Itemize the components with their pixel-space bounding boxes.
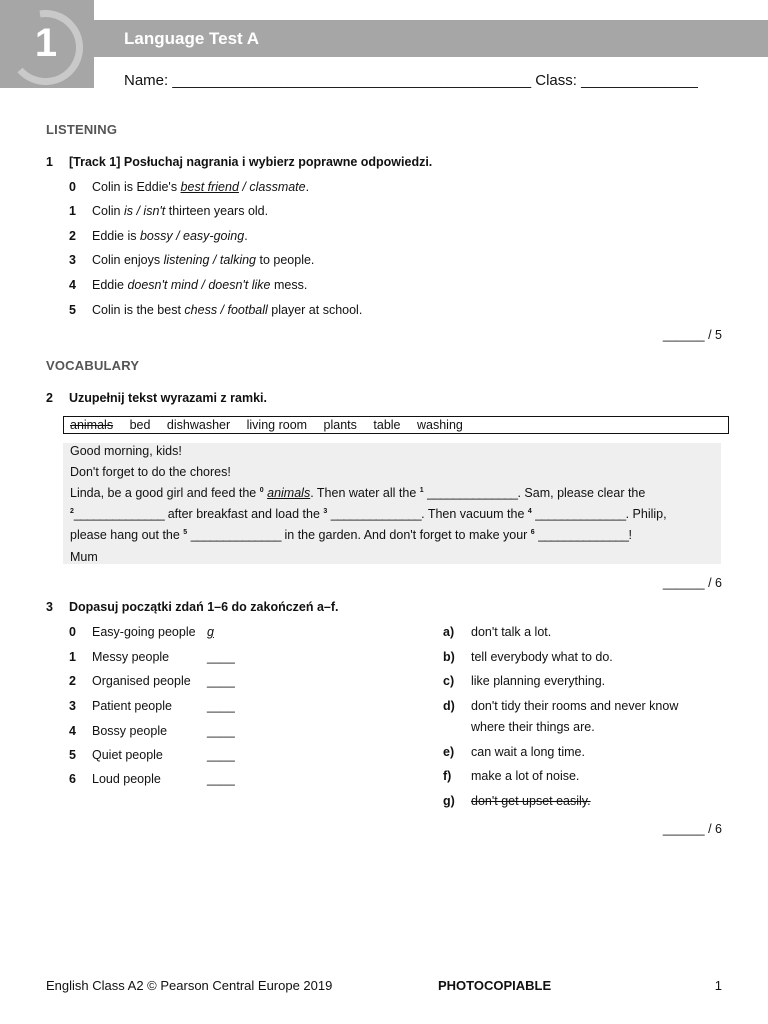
- match-beginning: 5 Quiet people ____: [69, 748, 235, 762]
- match-ending: b) tell everybody what to do.: [443, 650, 613, 664]
- class-field[interactable]: ______________: [581, 72, 698, 89]
- match-beginning: 1 Messy people ____: [69, 650, 235, 664]
- note-line: Don't forget to do the chores!: [70, 465, 231, 479]
- option[interactable]: football: [227, 303, 268, 317]
- unit-number-icon: [0, 0, 94, 88]
- option[interactable]: classmate: [249, 180, 306, 194]
- option[interactable]: chess: [184, 303, 218, 317]
- match-ending: d) don't tidy their rooms and never know: [443, 699, 679, 713]
- listening-item: 5 Colin is the best chess / football player at school.: [69, 303, 363, 317]
- match-beginning: 6 Loud people ____: [69, 772, 235, 786]
- word-box-item: plants: [323, 418, 357, 432]
- word-box-item: washing: [416, 418, 463, 432]
- note-line: please hang out the $^5$ ______________ in the garden. And don't forget to make your $^6$ ______________!: [70, 528, 632, 542]
- answer-blank[interactable]: ____: [207, 772, 235, 786]
- option[interactable]: bossy: [139, 229, 173, 243]
- gap-4[interactable]: ______________: [535, 507, 626, 521]
- note-line: Linda, be a good girl and feed the $^0$ animals. Then water all the $^1$ ______________. Sam, please clear the: [70, 486, 646, 500]
- note-text-box: [63, 443, 721, 564]
- footer-copyright: English Class A2 © Pearson Central Europe 2019: [46, 978, 333, 993]
- listening-item: 2 Eddie is bossy / easy-going.: [69, 229, 248, 243]
- note-line: $^2$______________ after breakfast and load the $^3$ ______________. Then vacuum the $^4$ ______________. Philip,: [70, 507, 667, 521]
- listening-section-title: LISTENING: [46, 122, 118, 137]
- score-task-1[interactable]: ______ / 5: [662, 328, 722, 342]
- listening-item: 1 Colin is / isn't thirteen years old.: [69, 204, 269, 218]
- match-ending: a) don't talk a lot.: [443, 625, 552, 639]
- word-box-item: dishwasher: [166, 418, 231, 432]
- match-beginning: 3 Patient people ____: [69, 699, 235, 713]
- listening-item: 0 Colin is Eddie's best friend / classmate.: [69, 180, 310, 194]
- note-signature: Mum: [70, 550, 98, 564]
- title-bar: [94, 20, 768, 57]
- note-line: Good morning, kids!: [70, 444, 182, 458]
- option[interactable]: is: [123, 204, 133, 218]
- match-beginning: 0 Easy-going people g: [69, 625, 214, 639]
- name-class-line: [124, 72, 698, 89]
- page-number: 1: [714, 978, 722, 993]
- match-ending: f) make a lot of noise.: [443, 769, 580, 783]
- word-box-item: living room: [246, 418, 308, 432]
- selected-option[interactable]: best friend: [180, 180, 239, 194]
- option[interactable]: talking: [219, 253, 257, 267]
- answer-blank[interactable]: ____: [207, 650, 235, 664]
- answer-blank[interactable]: ____: [207, 699, 235, 713]
- unit-badge: [0, 0, 94, 88]
- gap-6[interactable]: ______________: [538, 528, 629, 542]
- task-3-heading: 3 Dopasuj początki zdań 1–6 do zakończeń a–f.: [46, 600, 339, 614]
- listening-item: 3 Colin enjoys listening / talking to people.: [69, 253, 315, 267]
- word-box: [63, 416, 729, 434]
- footer-photocopiable: PHOTOCOPIABLE: [438, 978, 552, 993]
- example-answer: g: [207, 625, 214, 639]
- gap-3[interactable]: ______________: [330, 507, 422, 521]
- gap-2[interactable]: ______________: [73, 507, 165, 521]
- option[interactable]: doesn't mind: [127, 278, 198, 292]
- class-label: Class:: [535, 72, 577, 89]
- option[interactable]: isn't: [143, 204, 166, 218]
- vocabulary-section-title: VOCABULARY: [46, 358, 140, 373]
- svg-text:1: 1: [34, 21, 58, 65]
- match-ending-continuation: where their things are.: [471, 720, 595, 734]
- answer-blank[interactable]: ____: [207, 674, 235, 688]
- word-box-item: animals: [70, 418, 114, 432]
- test-title: Language Test A: [124, 29, 260, 48]
- listening-item: 4 Eddie doesn't mind / doesn't like mess.: [69, 278, 308, 292]
- task-1-heading: 1 [Track 1] Posłuchaj nagrania i wybierz poprawne odpowiedzi.: [46, 155, 433, 169]
- match-beginning: 4 Bossy people ____: [69, 724, 235, 738]
- option[interactable]: doesn't like: [208, 278, 271, 292]
- answer-blank[interactable]: ____: [207, 748, 235, 762]
- gap-1[interactable]: ______________: [427, 486, 518, 500]
- option[interactable]: listening: [163, 253, 210, 267]
- match-ending: c) like planning everything.: [443, 674, 606, 688]
- match-ending: e) can wait a long time.: [443, 745, 585, 759]
- name-label: Name:: [124, 72, 169, 89]
- answer-blank[interactable]: ____: [207, 724, 235, 738]
- word-box-item: bed: [129, 418, 151, 432]
- gap-5[interactable]: ______________: [190, 528, 282, 542]
- option[interactable]: easy-going: [183, 229, 245, 243]
- example-answer: animals: [267, 486, 311, 500]
- match-beginning: 2 Organised people ____: [69, 674, 235, 688]
- score-task-2[interactable]: ______ / 6: [662, 576, 722, 590]
- task-2-heading: 2 Uzupełnij tekst wyrazami z ramki.: [46, 391, 267, 405]
- word-box-item: table: [373, 418, 401, 432]
- match-ending-used: g) don't get upset easily.: [443, 794, 591, 808]
- name-field[interactable]: ___________________________________________: [172, 72, 532, 89]
- score-task-3[interactable]: ______ / 6: [662, 822, 722, 836]
